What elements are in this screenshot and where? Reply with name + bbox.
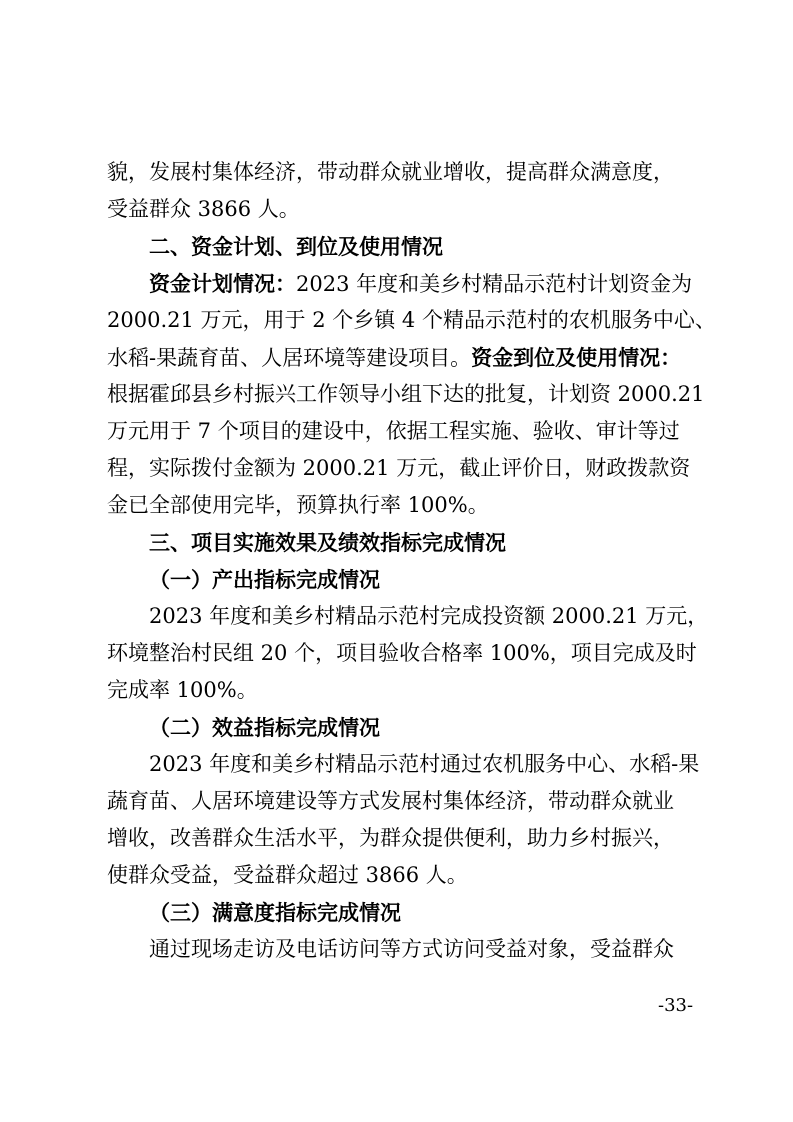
paragraph-line: 蔬育苗、人居环境建设等方式发展村集体经济，带动群众就业 xyxy=(107,789,674,813)
paragraph-line: 2023 年度和美乡村精品示范村通过农机服务中心、水稻-果 xyxy=(149,752,700,776)
paragraph-line: 完成率 100%。 xyxy=(107,678,258,702)
subsection-heading: （一）产出指标完成情况 xyxy=(149,567,380,592)
paragraph-line: 貌，发展村集体经济，带动群众就业增收，提高群众满意度， xyxy=(107,160,674,184)
section-heading: 二、资金计划、到位及使用情况 xyxy=(149,234,443,259)
funding-plan-label: 资金计划情况： xyxy=(149,271,296,296)
paragraph-line: 程，实际拨付金额为 2000.21 万元，截止评价日，财政拨款资 xyxy=(107,456,691,480)
paragraph-line: 增收，改善群众生活水平，为群众提供便利，助力乡村振兴， xyxy=(107,826,674,850)
funding-use-paragraph-line xyxy=(107,339,687,377)
paragraph-line: 受益群众 3866 人。 xyxy=(107,197,300,221)
funding-plan-text: 水稻-果蔬育苗、人居环境等建设项目。 xyxy=(107,346,472,370)
subsection-heading: （三）满意度指标完成情况 xyxy=(149,900,401,925)
paragraph-line: 使群众受益，受益群众超过 3866 人。 xyxy=(107,863,468,887)
paragraph-line: 环境整治村民组 20 个，项目验收合格率 100%，项目完成及时 xyxy=(107,641,697,665)
funding-use-label: 资金到位及使用情况： xyxy=(471,345,682,370)
page-number: -33- xyxy=(658,995,694,1016)
subsection-heading: （二）效益指标完成情况 xyxy=(149,715,380,740)
funding-plan-paragraph-line xyxy=(149,265,693,303)
paragraph-line: 金已全部使用完毕，预算执行率 100%。 xyxy=(107,493,489,517)
paragraph-line: 万元用于 7 个项目的建设中，依据工程实施、验收、审计等过 xyxy=(107,419,680,443)
paragraph-line: 2000.21 万元，用于 2 个乡镇 4 个精品示范村的农机服务中心、 xyxy=(107,308,716,332)
paragraph-line: 通过现场走访及电话访问等方式访问受益对象，受益群众 xyxy=(149,937,674,961)
paragraph-line: 根据霍邱县乡村振兴工作领导小组下达的批复，计划资 2000.21 xyxy=(107,382,705,406)
paragraph-line: 2023 年度和美乡村精品示范村完成投资额 2000.21 万元， xyxy=(149,604,709,628)
section-heading: 三、项目实施效果及绩效指标完成情况 xyxy=(149,530,506,555)
funding-plan-text: 2023 年度和美乡村精品示范村计划资金为 xyxy=(296,272,693,296)
